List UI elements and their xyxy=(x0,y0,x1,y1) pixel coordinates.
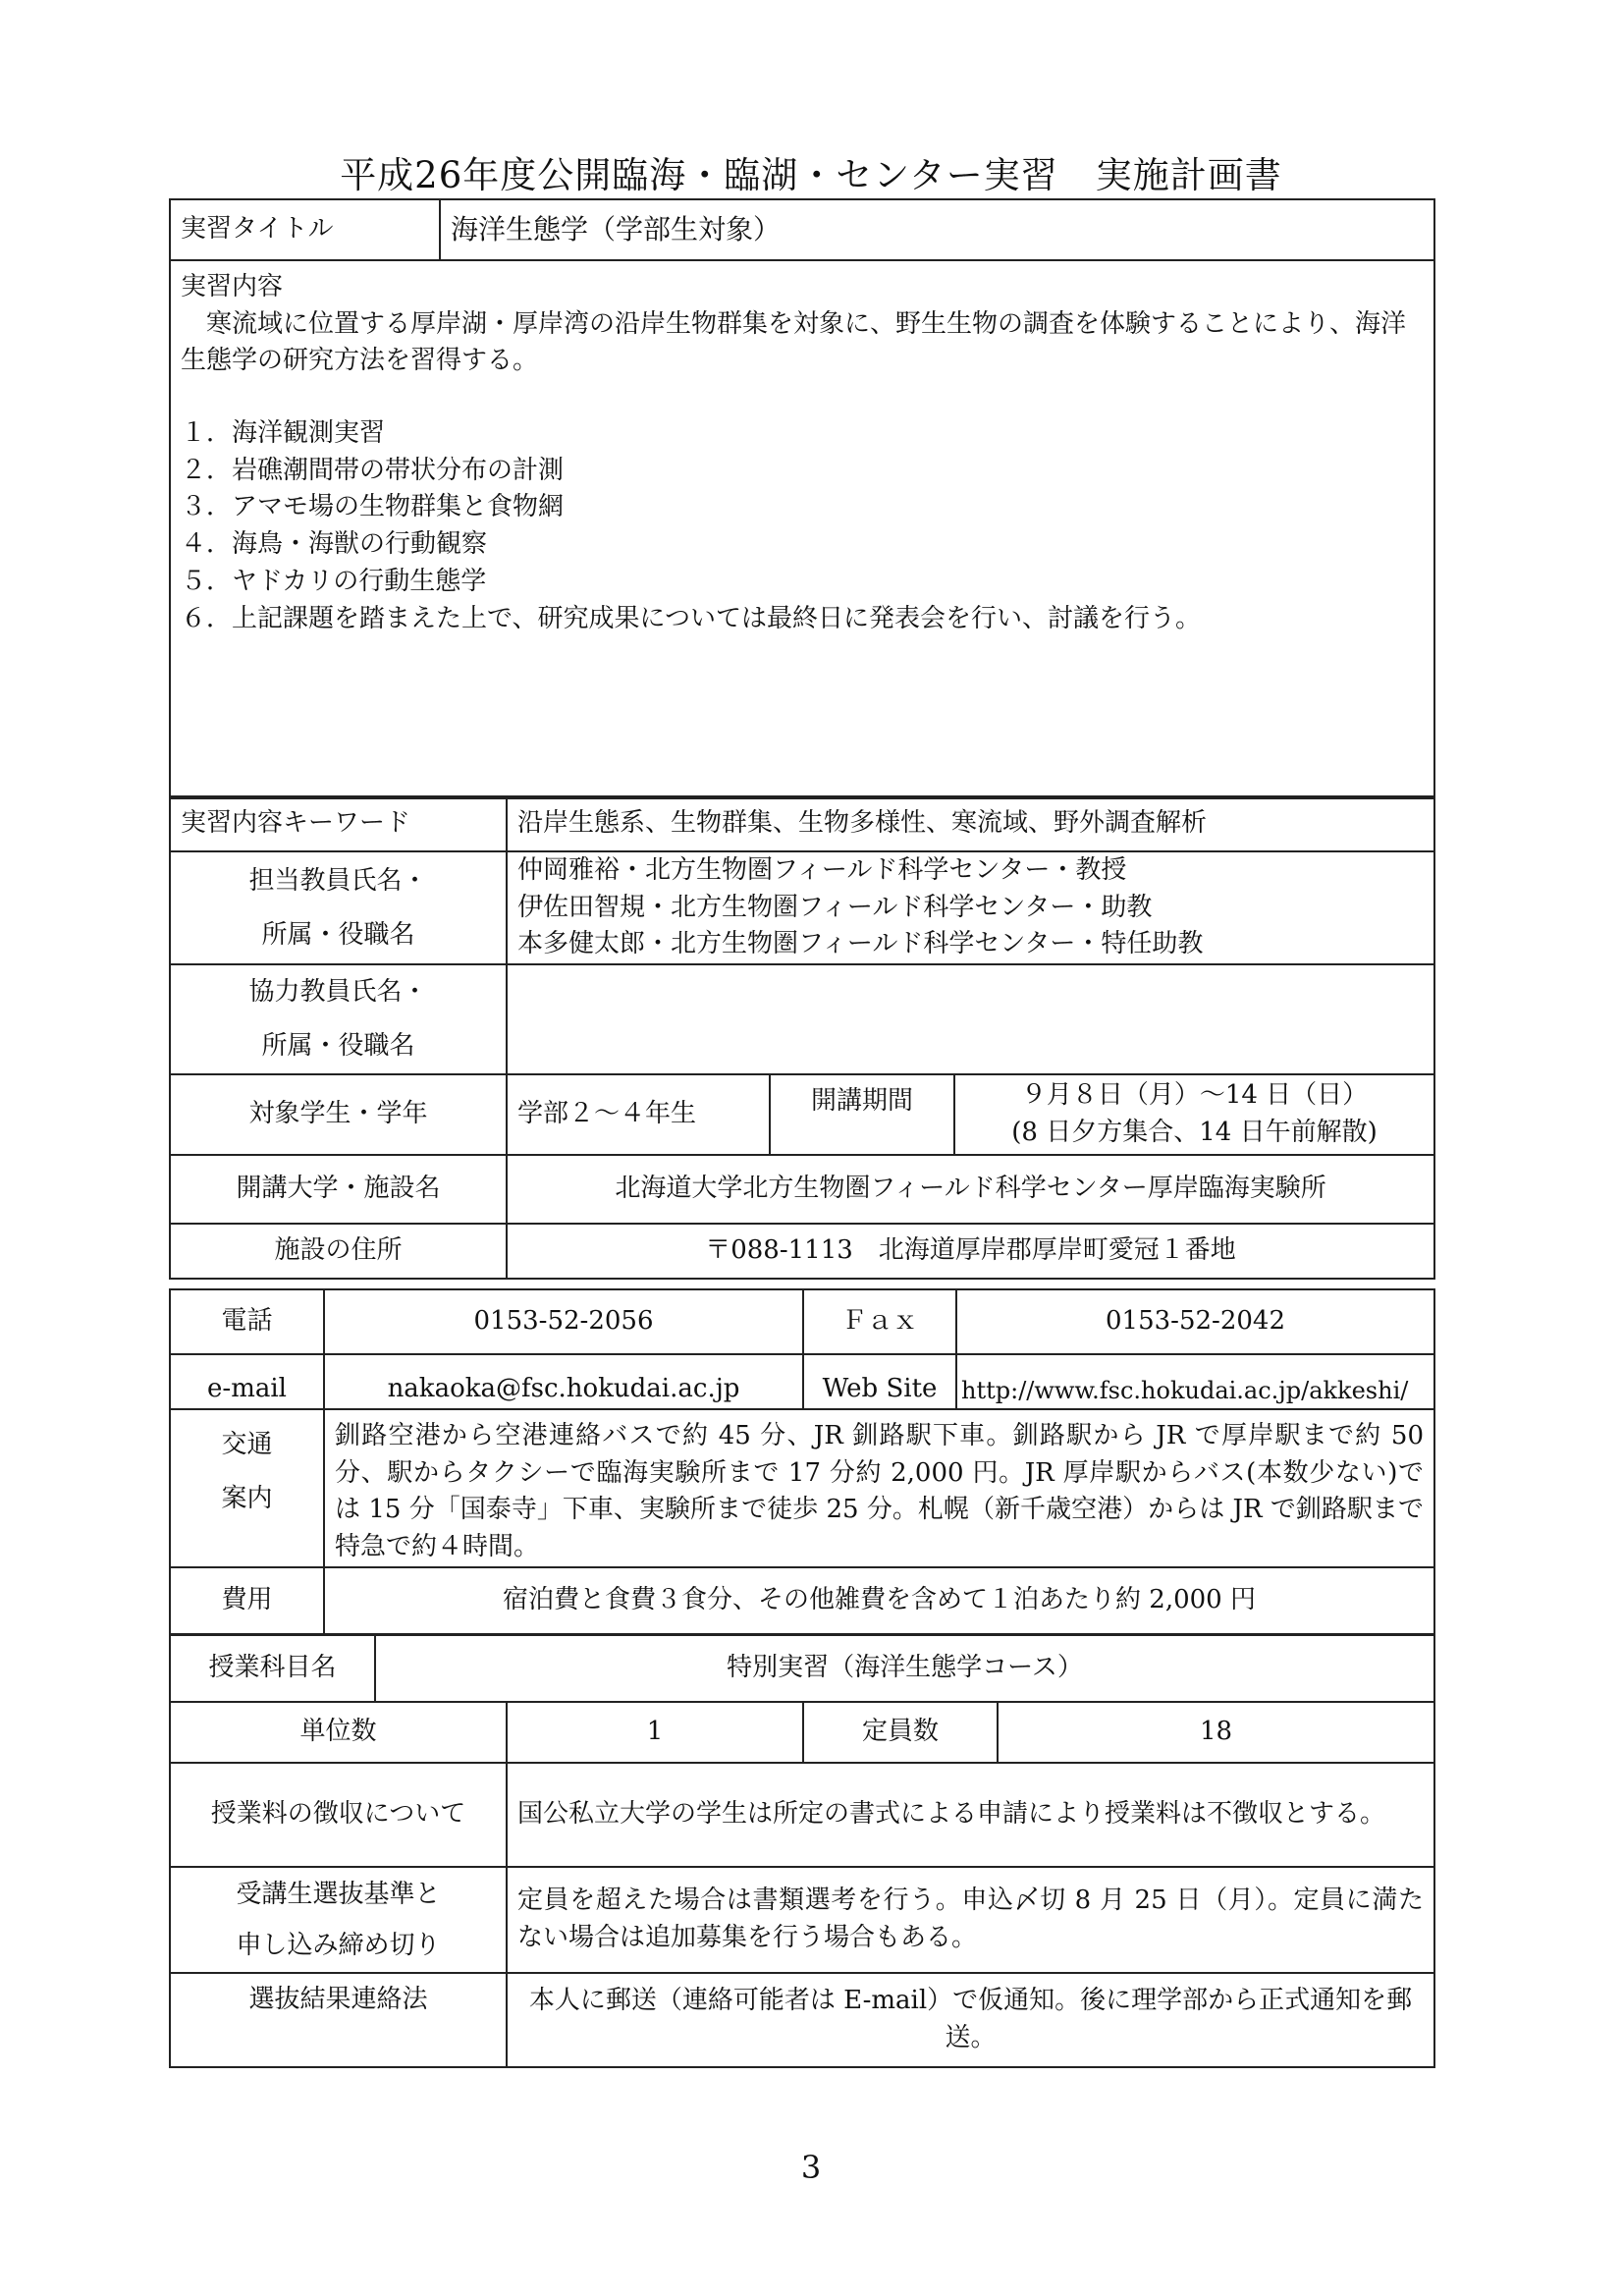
cost-value: 宿泊費と食費３食分、その他雑費を含めて１泊あたり約 2,000 円 xyxy=(324,1567,1434,1634)
period-line1: ９月８日（月）～14 日（日） xyxy=(1020,1080,1369,1111)
instructor-label-line1: 担当教員氏名・ xyxy=(248,865,428,896)
plan-table-contact xyxy=(169,1288,1435,1635)
subject-value: 特別実習（海洋生態学コース） xyxy=(375,1635,1434,1702)
instructor-label xyxy=(170,851,507,964)
keyword-value: 沿岸生態系、生物群集、生物多様性、寒流域、野外調査解析 xyxy=(507,796,1434,851)
coop-label xyxy=(170,964,507,1074)
email-label: e-mail xyxy=(170,1354,324,1409)
result-label: 選抜結果連絡法 xyxy=(170,1973,507,2067)
access-label-line1: 交通 xyxy=(221,1430,273,1459)
email-value[interactable]: nakaoka@fsc.hokudai.ac.jp xyxy=(324,1354,803,1409)
address-value: 〒088-1113 北海道厚岸郡厚岸町愛冠１番地 xyxy=(507,1224,1434,1279)
credits-label: 単位数 xyxy=(170,1702,507,1763)
web-value[interactable]: http://www.fsc.hokudai.ac.jp/akkeshi/ xyxy=(956,1354,1434,1409)
access-value: 釧路空港から空港連絡バスで約 45 分、JR 釧路駅下車。釧路駅から JR で厚岸駅まで約 50 分、駅からタクシーで臨海実験所まで 17 分約 2,000 円。JR 厚岸駅からバス(本数少ない)では 15 分「国泰寺」下車、実験所まで徒歩 25 分。札幌（新千歳空港）からは JR で釧路駅まで特急で約４時間。 xyxy=(324,1409,1434,1567)
period-value xyxy=(954,1074,1434,1155)
fax-value: 0153-52-2042 xyxy=(956,1289,1434,1354)
course-content-list xyxy=(181,415,1424,637)
period-line2: (8 日夕方集合、14 日午前解散) xyxy=(1011,1118,1378,1148)
instructor-name: 伊佐田智規・北方生物圏フィールド科学センター・助教 xyxy=(517,892,1153,922)
selection-label-line2: 申し込み締め切り xyxy=(236,1931,441,1960)
plan-table-top xyxy=(169,198,1435,799)
tel-value: 0153-52-2056 xyxy=(324,1289,803,1354)
access-label xyxy=(170,1409,324,1567)
web-label: Web Site xyxy=(803,1354,956,1409)
coop-value xyxy=(507,964,1434,1074)
plan-table-subject xyxy=(169,1634,1435,1703)
instructor-list xyxy=(507,851,1434,964)
list-item: ３．アマモ場の生物群集と食物網 xyxy=(181,492,565,522)
document-title: 平成26年度公開臨海・臨湖・センター実習 実施計画書 xyxy=(340,154,1282,196)
instructor-name: 本多健太郎・北方生物圏フィールド科学センター・特任助教 xyxy=(517,929,1204,959)
cost-label: 費用 xyxy=(170,1567,324,1634)
subject-label: 授業科目名 xyxy=(170,1635,375,1702)
page-number: 3 xyxy=(800,2149,822,2186)
selection-label-line1: 受講生選抜基準と xyxy=(236,1880,441,1909)
course-content-label: 実習内容 xyxy=(181,272,284,301)
tel-label: 電話 xyxy=(170,1289,324,1354)
plan-table-bottom xyxy=(169,1701,1435,2068)
fee-label: 授業料の徴収について xyxy=(170,1763,507,1867)
address-label: 施設の住所 xyxy=(170,1224,507,1279)
keyword-label: 実習内容キーワード xyxy=(170,796,507,851)
university-value: 北海道大学北方生物圏フィールド科学センター厚岸臨海実験所 xyxy=(507,1155,1434,1224)
credits-value: 1 xyxy=(507,1702,803,1763)
target-label: 対象学生・学年 xyxy=(170,1074,507,1155)
coop-label-line1: 協力教員氏名・ xyxy=(248,977,428,1008)
course-title-label: 実習タイトル xyxy=(170,199,440,260)
fee-value: 国公私立大学の学生は所定の書式による申請により授業料は不徴収とする。 xyxy=(507,1763,1434,1867)
list-item: ２．岩礁潮間帯の帯状分布の計測 xyxy=(181,455,565,485)
selection-value: 定員を超えた場合は書類選考を行う。申込〆切 8 月 25 日（月）。定員に満たない場合は追加募集を行う場合もある。 xyxy=(507,1867,1434,1973)
course-title-value: 海洋生態学（学部生対象） xyxy=(440,199,1434,260)
instructor-label-line2: 所属・役職名 xyxy=(261,919,415,950)
result-value: 本人に郵送（連絡可能者は E-mail）で仮通知。後に理学部から正式通知を郵送。 xyxy=(507,1973,1434,2067)
list-item: ５．ヤドカリの行動生態学 xyxy=(181,566,487,596)
list-item: ４．海鳥・海獣の行動観察 xyxy=(181,529,488,560)
selection-label xyxy=(170,1867,507,1973)
plan-table-middle xyxy=(169,795,1435,1280)
list-item: １．海洋観測実習 xyxy=(181,418,386,449)
capacity-label: 定員数 xyxy=(803,1702,998,1763)
access-label-line2: 案内 xyxy=(221,1483,273,1513)
period-label: 開講期間 xyxy=(770,1074,954,1155)
university-label: 開講大学・施設名 xyxy=(170,1155,507,1224)
course-content-cell xyxy=(170,260,1434,798)
capacity-value: 18 xyxy=(998,1702,1434,1763)
course-content-intro: 寒流域に位置する厚岸湖・厚岸湾の沿岸生物群集を対象に、野生生物の調査を体験することにより、海洋生態学の研究方法を習得する。 xyxy=(181,308,1407,376)
list-item: ６．上記課題を踏まえた上で、研究成果については最終日に発表会を行い、討議を行う。 xyxy=(181,603,1201,633)
instructor-name: 仲岡雅裕・北方生物圏フィールド科学センター・教授 xyxy=(517,855,1127,885)
coop-label-line2: 所属・役職名 xyxy=(261,1031,415,1062)
fax-label: Ｆａｘ xyxy=(803,1289,956,1354)
target-value: 学部２～４年生 xyxy=(507,1074,770,1155)
